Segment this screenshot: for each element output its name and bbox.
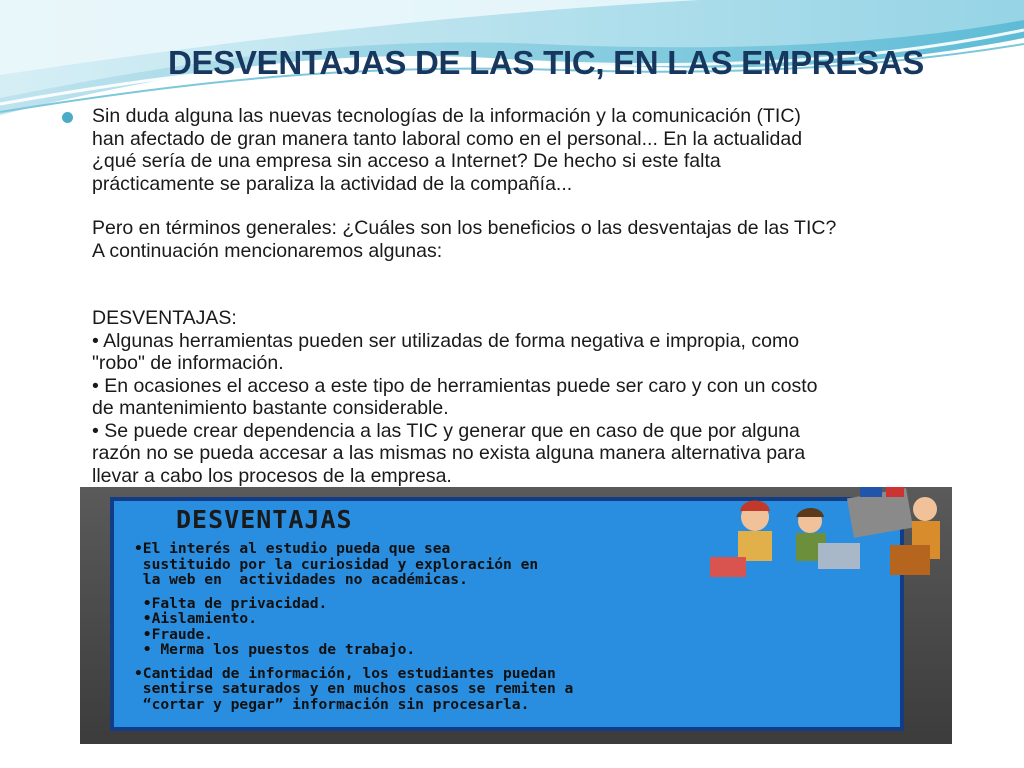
image-text-line: sustituido por la curiosidad y exploración en	[134, 555, 539, 573]
image-heading: DESVENTAJAS	[176, 505, 353, 534]
image-text-line: “cortar y pegar” información sin procesarla.	[134, 695, 530, 713]
intro-paragraph: Sin duda alguna las nuevas tecnologías de la información y la comunicación (TIC) han afectado de gran manera tanto laboral como en el personal... En la actualidad ¿qué sería de una empresa sin acceso a Internet? De hecho si este falta prácticamente se paraliza la actividad de la compañía...	[92, 105, 803, 195]
image-text-line: •Aislamiento.	[134, 610, 258, 627]
question-paragraph: Pero en términos generales: ¿Cuáles son los beneficios o las desventajas de las TIC? A continuación mencionaremos algunas:	[92, 217, 837, 262]
image-text-line: la web en actividades no académicas.	[134, 571, 468, 588]
image-text-line: sentirse saturados y en muchos casos se remiten a	[134, 680, 574, 697]
cartoon-people-illustration	[700, 483, 950, 583]
image-text-line: •Cantidad de información, los estudiantes puedan	[134, 664, 556, 682]
slide-body	[92, 105, 982, 487]
image-text-line: •El interés al estudio pueda que sea	[134, 540, 451, 557]
image-text-line: •Falta de privacidad.	[134, 594, 328, 612]
image-text-line: •Fraude.	[134, 625, 214, 643]
image-text-line: • Merma los puestos de trabajo.	[134, 641, 416, 658]
disadvantages-image	[80, 487, 952, 744]
bullet-icon	[62, 112, 73, 123]
disadvantages-paragraph: DESVENTAJAS: • Algunas herramientas pueden ser utilizadas de forma negativa e impropia, como "robo" de información. • En ocasiones el acceso a este tipo de herramientas puede ser caro y con un costo de mantenimiento bastante considerable. • Se puede crear dependencia a las TIC y generar que en caso de que por alguna razón no se pueda accesar a las mismas no exista alguna manera alternativa para llevar a cabo los procesos de la empresa.	[92, 307, 818, 487]
slide-title: DESVENTAJAS DE LAS TIC, EN LAS EMPRESAS	[168, 44, 924, 81]
